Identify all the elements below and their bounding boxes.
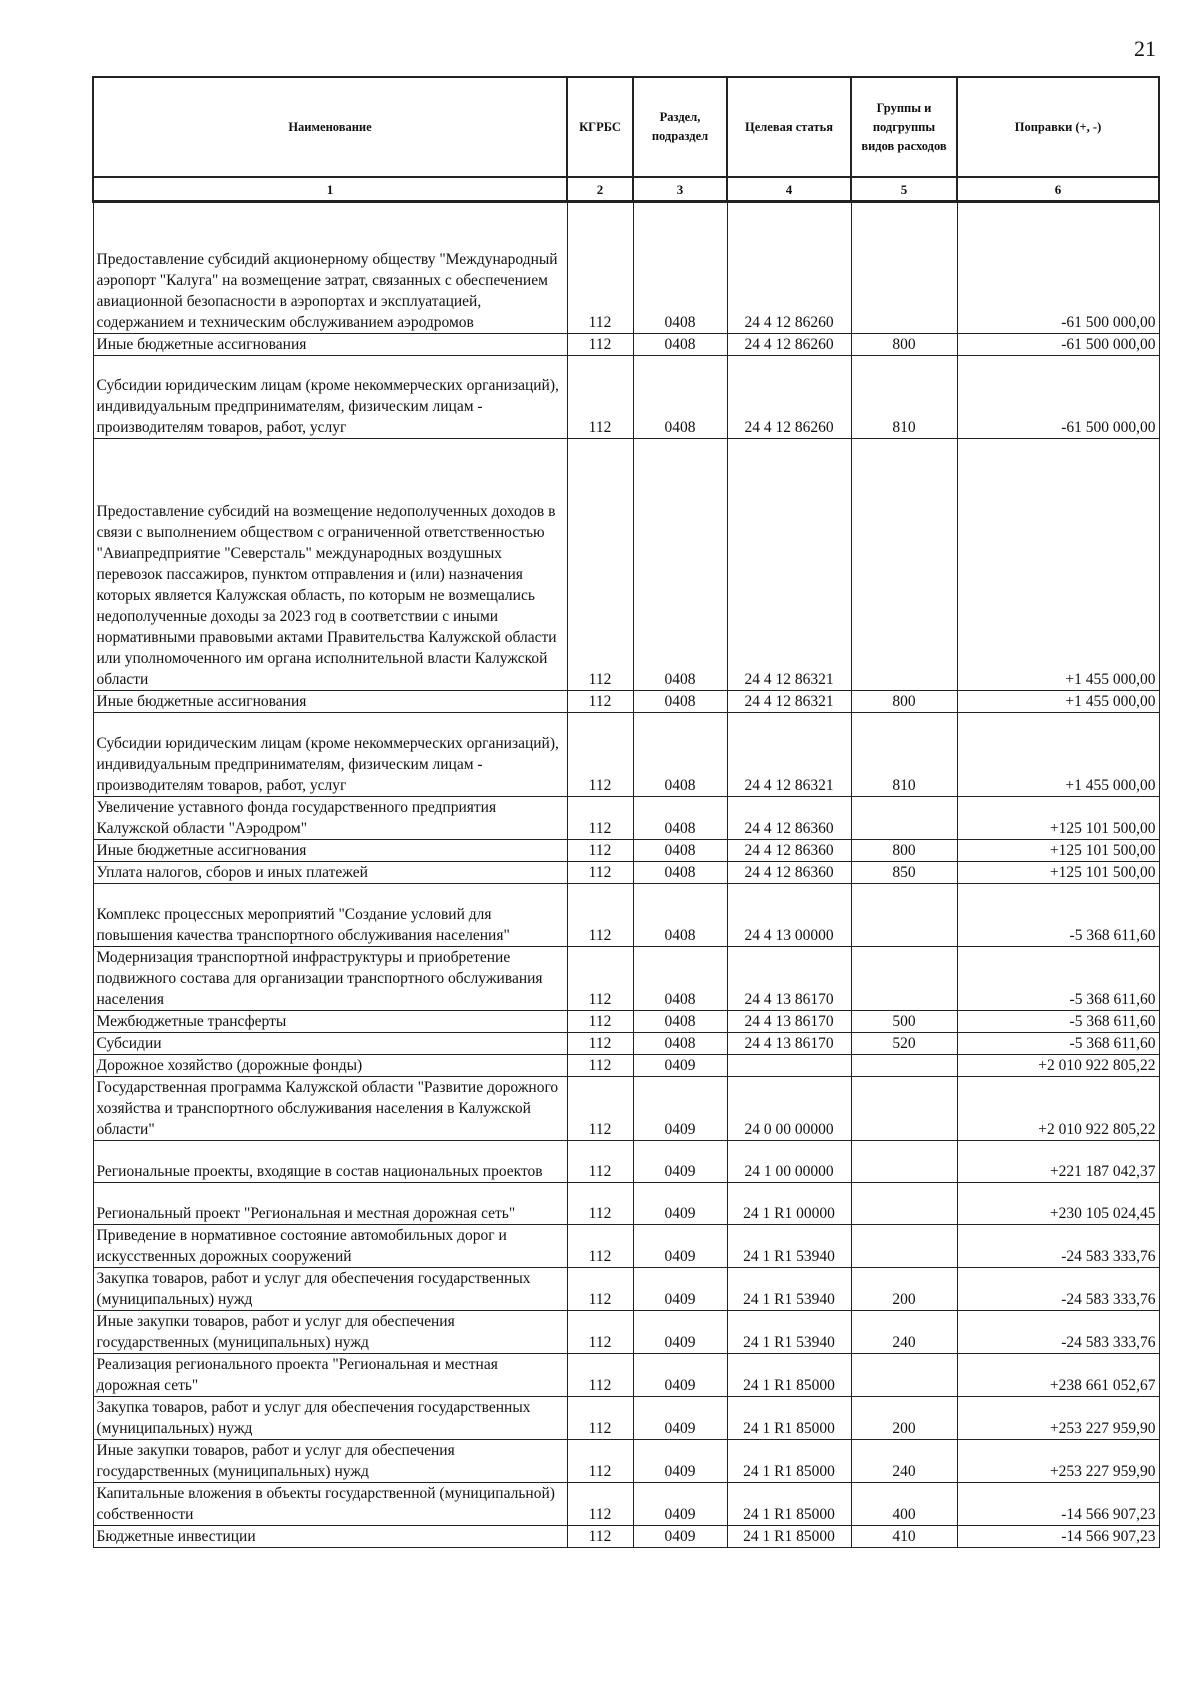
table-cell-kgrbs: 112 [567,1440,633,1483]
table-row [93,797,1159,840]
table-cell-amount: +221 187 042,37 [957,1141,1159,1183]
table-cell-section: 0409 [633,1183,727,1225]
table-cell-name: Предоставление субсидий на возмещение недополученных доходов в связи с выполнением обществом с ограниченной ответственностью "Авиапредприятие "Северсталь" международных воздушных перевозок пассажиров, пунктом отправления и (или) назначения которых является Калужская область, по которым не возмещались недополученные доходы за 2023 год в соответствии с иными нормативными правовыми актами Правительства Калужской области или уполномоченного им органа исполнительной власти Калужской области [93,439,567,691]
table-cell-group: 810 [851,356,957,439]
column-number: 5 [851,177,957,202]
column-number: 6 [957,177,1159,202]
table-cell-amount: -5 368 611,60 [957,947,1159,1011]
table-cell-target: 24 4 12 86260 [727,334,851,356]
table-row [93,334,1159,356]
table-cell-section: 0409 [633,1397,727,1440]
table-cell-target: 24 1 R1 53940 [727,1268,851,1311]
table-cell-section: 0408 [633,713,727,797]
table-cell-name: Увеличение уставного фонда государственного предприятия Калужской области "Аэродром" [93,797,567,840]
table-row [93,1483,1159,1526]
table-cell-kgrbs: 112 [567,1141,633,1183]
header-name: Наименование [93,77,567,177]
table-cell-group: 850 [851,862,957,884]
table-cell-group: 410 [851,1526,957,1548]
table-cell-name: Иные закупки товаров, работ и услуг для обеспечения государственных (муниципальных) нужд [93,1311,567,1354]
table-cell-target: 24 4 12 86321 [727,713,851,797]
header-target: Целевая статья [727,77,851,177]
table-cell-amount: +125 101 500,00 [957,797,1159,840]
table-row [93,1077,1159,1141]
table-row [93,439,1159,691]
table-cell-kgrbs: 112 [567,1077,633,1141]
table-cell-name: Субсидии [93,1033,567,1055]
table-cell-section: 0408 [633,862,727,884]
table-cell-target: 24 4 13 86170 [727,1033,851,1055]
table-cell-section: 0408 [633,797,727,840]
table-cell-section: 0409 [633,1055,727,1077]
table-cell-amount: +1 455 000,00 [957,439,1159,691]
column-number: 2 [567,177,633,202]
column-number: 4 [727,177,851,202]
table-cell-target: 24 1 R1 85000 [727,1483,851,1526]
table-row [93,1354,1159,1397]
table-row [93,1268,1159,1311]
table-cell-name: Иные бюджетные ассигнования [93,334,567,356]
table-cell-group [851,1055,957,1077]
table-cell-target: 24 4 12 86360 [727,797,851,840]
table-cell-group: 240 [851,1440,957,1483]
table-cell-group: 200 [851,1268,957,1311]
table-cell-kgrbs: 112 [567,1526,633,1548]
table-cell-group: 200 [851,1397,957,1440]
table-cell-group [851,947,957,1011]
table-cell-target: 24 1 R1 53940 [727,1225,851,1268]
column-number: 1 [93,177,567,202]
header-groups: Группы и подгруппы видов расходов [851,77,957,177]
table-cell-section: 0408 [633,1033,727,1055]
table-cell-target: 24 4 12 86321 [727,691,851,713]
table-cell-kgrbs: 112 [567,202,633,334]
table-row [93,840,1159,862]
table-cell-name: Комплекс процессных мероприятий "Создание условий для повышения качества транспортного обслуживания населения" [93,884,567,947]
table-cell-amount: -61 500 000,00 [957,356,1159,439]
table-cell-target: 24 4 12 86260 [727,202,851,334]
table-cell-target: 24 4 12 86360 [727,862,851,884]
table-cell-section: 0409 [633,1077,727,1141]
table-row [93,202,1159,334]
header-amendments: Поправки (+, -) [957,77,1159,177]
table-cell-name: Предоставление субсидий акционерному обществу "Международный аэропорт "Калуга" на возмещение затрат, связанных с обеспечением авиационной безопасности в аэропортах и эксплуатацией, содержанием и техническим обслуживанием аэродромов [93,202,567,334]
table-cell-section: 0409 [633,1526,727,1548]
table-cell-kgrbs: 112 [567,797,633,840]
table-row [93,691,1159,713]
table-cell-group: 800 [851,691,957,713]
table-body [93,202,1159,1548]
table-cell-amount: +238 661 052,67 [957,1354,1159,1397]
table-row [93,1225,1159,1268]
table-cell-target: 24 0 00 00000 [727,1077,851,1141]
table-cell-kgrbs: 112 [567,947,633,1011]
header-section: Раздел, подраздел [633,77,727,177]
table-cell-group: 810 [851,713,957,797]
table-cell-kgrbs: 112 [567,1055,633,1077]
table-cell-name: Государственная программа Калужской области "Развитие дорожного хозяйства и транспортного обслуживания населения в Калужской области" [93,1077,567,1141]
table-cell-section: 0409 [633,1354,727,1397]
table-cell-amount: -14 566 907,23 [957,1483,1159,1526]
table-cell-group [851,1183,957,1225]
table-row [93,884,1159,947]
table-cell-amount: -61 500 000,00 [957,334,1159,356]
table-row [93,1141,1159,1183]
table-cell-kgrbs: 112 [567,356,633,439]
table-cell-kgrbs: 112 [567,840,633,862]
table-cell-section: 0409 [633,1141,727,1183]
table-cell-group [851,202,957,334]
table-cell-kgrbs: 112 [567,1183,633,1225]
table-row [93,1033,1159,1055]
table-cell-name: Субсидии юридическим лицам (кроме некоммерческих организаций), индивидуальным предпринимателям, физическим лицам - производителям товаров, работ, услуг [93,356,567,439]
table-cell-section: 0408 [633,356,727,439]
table-cell-amount: -61 500 000,00 [957,202,1159,334]
table-cell-name: Субсидии юридическим лицам (кроме некоммерческих организаций), индивидуальным предпринимателям, физическим лицам - производителям товаров, работ, услуг [93,713,567,797]
table-cell-amount: +253 227 959,90 [957,1397,1159,1440]
table-cell-amount: -5 368 611,60 [957,884,1159,947]
table-row [93,862,1159,884]
table-cell-group [851,884,957,947]
table-cell-name: Иные бюджетные ассигнования [93,691,567,713]
table-cell-amount: +253 227 959,90 [957,1440,1159,1483]
table-cell-name: Закупка товаров, работ и услуг для обеспечения государственных (муниципальных) нужд [93,1397,567,1440]
table-row [93,1440,1159,1483]
table-row [93,1397,1159,1440]
table-cell-section: 0409 [633,1225,727,1268]
budget-amendments-table [92,76,1160,1548]
table-cell-kgrbs: 112 [567,1011,633,1033]
table-row [93,1311,1159,1354]
table-cell-amount: +125 101 500,00 [957,840,1159,862]
table-cell-group: 400 [851,1483,957,1526]
table-cell-section: 0409 [633,1311,727,1354]
table-cell-name: Региональные проекты, входящие в состав национальных проектов [93,1141,567,1183]
table-cell-kgrbs: 112 [567,1397,633,1440]
table-cell-amount: +2 010 922 805,22 [957,1077,1159,1141]
table-cell-kgrbs: 112 [567,1033,633,1055]
table-cell-amount: +1 455 000,00 [957,713,1159,797]
table-cell-group [851,1354,957,1397]
table-cell-group [851,1141,957,1183]
table-cell-group: 800 [851,334,957,356]
table-cell-section: 0408 [633,840,727,862]
table-cell-target: 24 4 13 86170 [727,947,851,1011]
table-cell-group [851,1077,957,1141]
table-cell-kgrbs: 112 [567,1311,633,1354]
table-row [93,356,1159,439]
table-cell-group [851,797,957,840]
header-kgrbs: КГРБС [567,77,633,177]
table-cell-amount: -14 566 907,23 [957,1526,1159,1548]
page-number: 21 [1134,36,1156,61]
table-cell-kgrbs: 112 [567,334,633,356]
table-cell-section: 0408 [633,334,727,356]
table-cell-section: 0408 [633,439,727,691]
table-cell-name: Закупка товаров, работ и услуг для обеспечения государственных (муниципальных) нужд [93,1268,567,1311]
table-cell-section: 0409 [633,1268,727,1311]
table-cell-section: 0408 [633,691,727,713]
table-cell-section: 0408 [633,1011,727,1033]
table-cell-amount: -5 368 611,60 [957,1011,1159,1033]
table-row [93,1055,1159,1077]
table-cell-target: 24 4 12 86321 [727,439,851,691]
table-row [93,1011,1159,1033]
table-cell-group: 240 [851,1311,957,1354]
table-cell-target: 24 1 00 00000 [727,1141,851,1183]
table-cell-group [851,439,957,691]
table-cell-group: 500 [851,1011,957,1033]
table-cell-target [727,1055,851,1077]
table-cell-target: 24 1 R1 85000 [727,1526,851,1548]
table-cell-name: Дорожное хозяйство (дорожные фонды) [93,1055,567,1077]
table-cell-amount: -5 368 611,60 [957,1033,1159,1055]
table-row [93,947,1159,1011]
table-cell-name: Межбюджетные трансферты [93,1011,567,1033]
table-cell-amount: -24 583 333,76 [957,1311,1159,1354]
table-cell-name: Бюджетные инвестиции [93,1526,567,1548]
table-cell-kgrbs: 112 [567,862,633,884]
table-row [93,1526,1159,1548]
table-cell-group: 520 [851,1033,957,1055]
table-cell-name: Региональный проект "Региональная и местная дорожная сеть" [93,1183,567,1225]
table-cell-name: Иные закупки товаров, работ и услуг для обеспечения государственных (муниципальных) нужд [93,1440,567,1483]
table-cell-target: 24 4 13 86170 [727,1011,851,1033]
table-cell-amount: +1 455 000,00 [957,691,1159,713]
table-cell-name: Реализация регионального проекта "Региональная и местная дорожная сеть" [93,1354,567,1397]
table-cell-target: 24 4 13 00000 [727,884,851,947]
table-cell-target: 24 1 R1 85000 [727,1440,851,1483]
table-cell-amount: -24 583 333,76 [957,1225,1159,1268]
table-cell-section: 0408 [633,202,727,334]
table-cell-kgrbs: 112 [567,884,633,947]
table-cell-target: 24 1 R1 85000 [727,1354,851,1397]
table-cell-section: 0409 [633,1440,727,1483]
table-cell-name: Уплата налогов, сборов и иных платежей [93,862,567,884]
table-cell-section: 0409 [633,1483,727,1526]
table-cell-kgrbs: 112 [567,1354,633,1397]
table-cell-section: 0408 [633,947,727,1011]
table-cell-target: 24 4 12 86260 [727,356,851,439]
table-cell-amount: +125 101 500,00 [957,862,1159,884]
table-cell-kgrbs: 112 [567,1268,633,1311]
table-cell-group: 800 [851,840,957,862]
table-cell-kgrbs: 112 [567,1225,633,1268]
table-cell-section: 0408 [633,884,727,947]
table-cell-target: 24 1 R1 00000 [727,1183,851,1225]
table-cell-kgrbs: 112 [567,691,633,713]
table-cell-target: 24 1 R1 53940 [727,1311,851,1354]
table-cell-kgrbs: 112 [567,1483,633,1526]
table-cell-name: Модернизация транспортной инфраструктуры и приобретение подвижного состава для организации транспортного обслуживания населения [93,947,567,1011]
table-cell-kgrbs: 112 [567,713,633,797]
table-cell-amount: -24 583 333,76 [957,1268,1159,1311]
table-cell-target: 24 1 R1 85000 [727,1397,851,1440]
table-cell-name: Иные бюджетные ассигнования [93,840,567,862]
table-cell-kgrbs: 112 [567,439,633,691]
table-row [93,713,1159,797]
table-cell-group [851,1225,957,1268]
table-row [93,1183,1159,1225]
table-cell-name: Капитальные вложения в объекты государственной (муниципальной) собственности [93,1483,567,1526]
table-cell-amount: +230 105 024,45 [957,1183,1159,1225]
table-cell-name: Приведение в нормативное состояние автомобильных дорог и искусственных дорожных сооружений [93,1225,567,1268]
column-number: 3 [633,177,727,202]
table-cell-target: 24 4 12 86360 [727,840,851,862]
table-cell-amount: +2 010 922 805,22 [957,1055,1159,1077]
